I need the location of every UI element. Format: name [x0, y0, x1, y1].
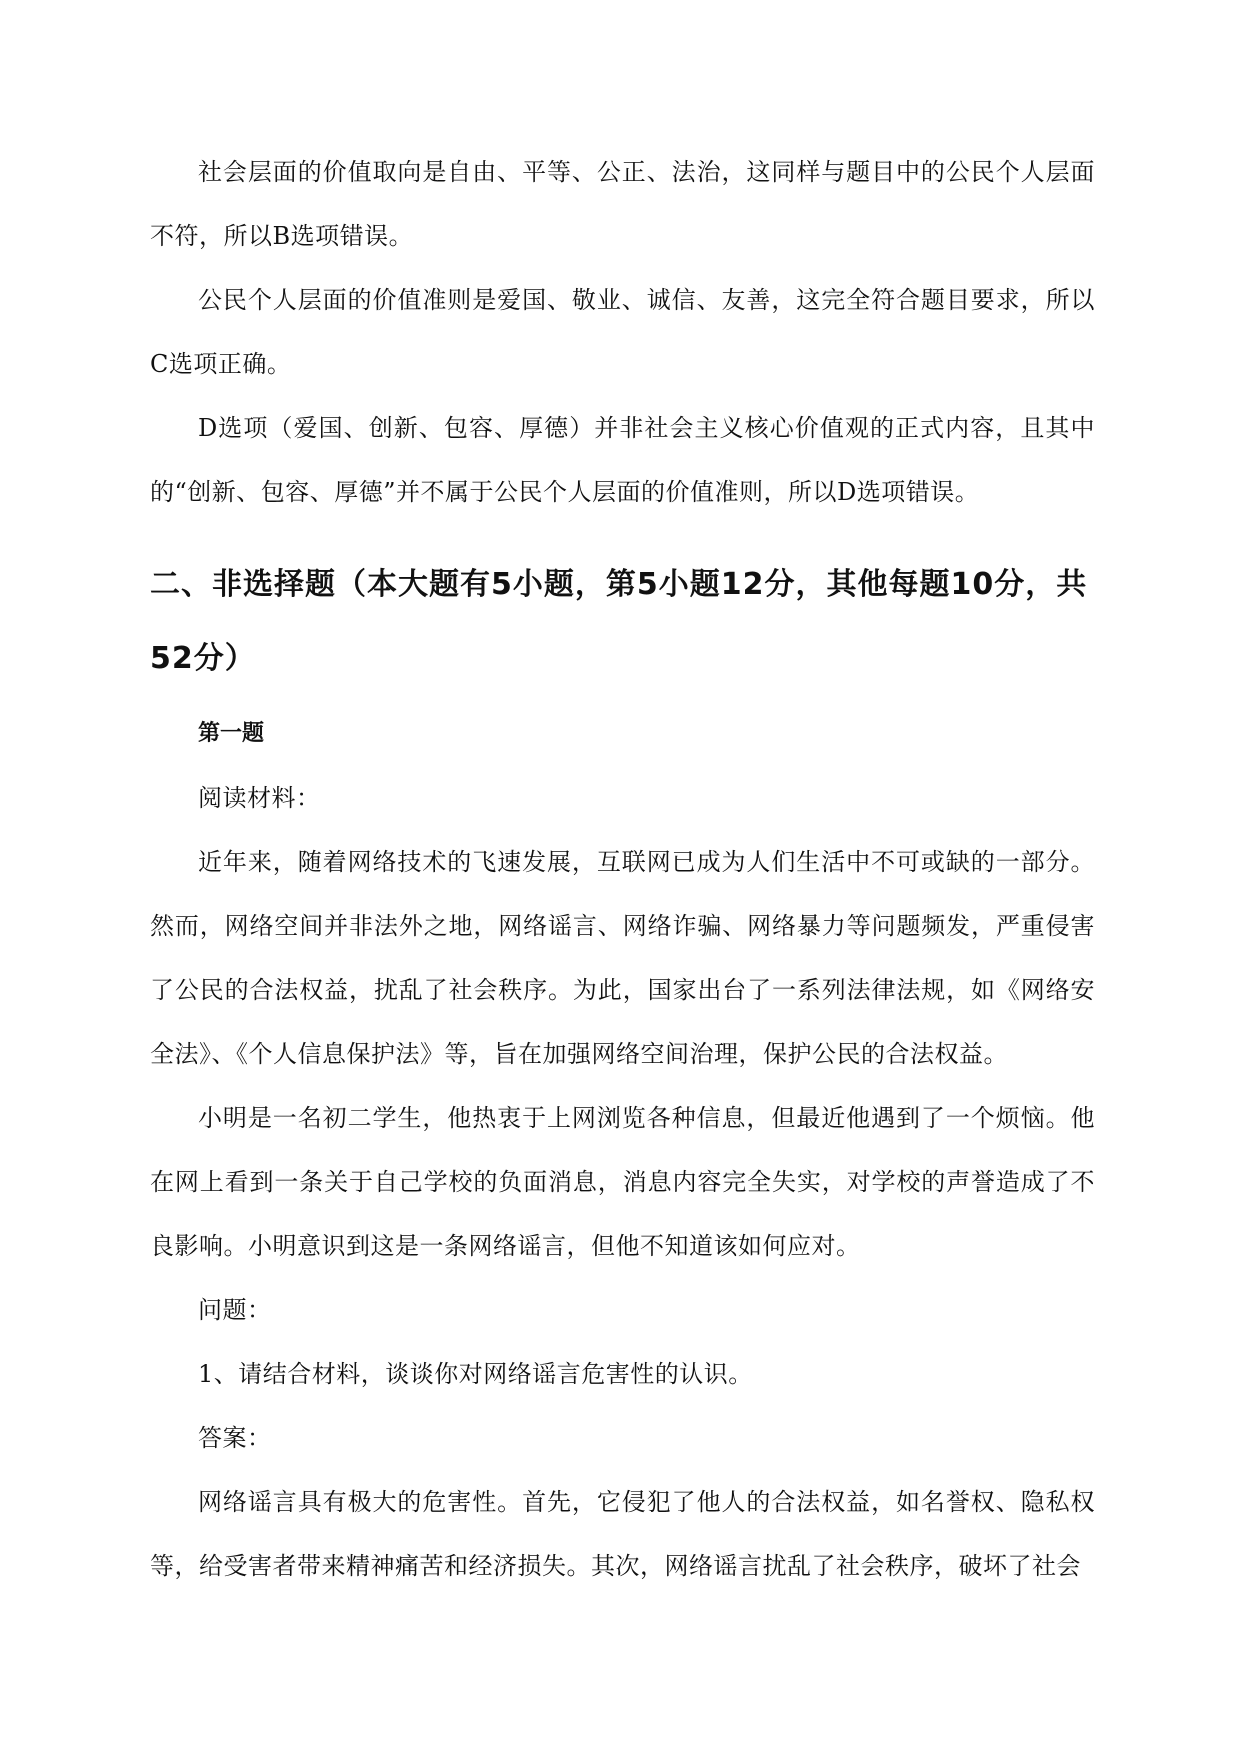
section-heading: 二、非选择题（本大题有5小题，第5小题12分，其他每题10分，共52分） — [150, 567, 1088, 676]
document-page — [150, 140, 1095, 1598]
analysis-option-c: 公民个人层面的价值准则是爱国、敬业、诚信、友善，这完全符合题目要求，所以C选项正确。 — [150, 286, 1095, 378]
answer-label: 答案： — [198, 1424, 272, 1452]
analysis-option-b: 社会层面的价值取向是自由、平等、公正、法治，这同样与题目中的公民个人层面不符，所以B选项错误。 — [150, 158, 1095, 250]
analysis-option-d: D选项（爱国、创新、包容、厚德）并非社会主义核心价值观的正式内容，且其中的“创新、包容、厚德”并不属于公民个人层面的价值准则，所以D选项错误。 — [150, 414, 1095, 506]
question-text: 1、请结合材料，谈谈你对网络谣言危害性的认识。 — [198, 1360, 753, 1388]
answer-text: 网络谣言具有极大的危害性。首先，它侵犯了他人的合法权益，如名誉权、隐私权等，给受害者带来精神痛苦和经济损失。其次，网络谣言扰乱了社会秩序，破坏了社会 — [150, 1488, 1095, 1580]
material-paragraph-1: 近年来，随着网络技术的飞速发展，互联网已成为人们生活中不可或缺的一部分。然而，网络空间并非法外之地，网络谣言、网络诈骗、网络暴力等问题频发，严重侵害了公民的合法权益，扰乱了社会秩序。为此，国家出台了一系列法律法规，如《网络安全法》、《个人信息保护法》等，旨在加强网络空间治理，保护公民的合法权益。 — [150, 848, 1095, 1068]
question-title: 第一题 — [198, 721, 265, 746]
material-label: 阅读材料： — [198, 784, 321, 812]
question-label: 问题： — [198, 1296, 272, 1324]
material-paragraph-2: 小明是一名初二学生，他热衷于上网浏览各种信息，但最近他遇到了一个烦恼。他在网上看到一条关于自己学校的负面消息，消息内容完全失实，对学校的声誉造成了不良影响。小明意识到这是一条网络谣言，但他不知道该如何应对。 — [150, 1104, 1095, 1260]
